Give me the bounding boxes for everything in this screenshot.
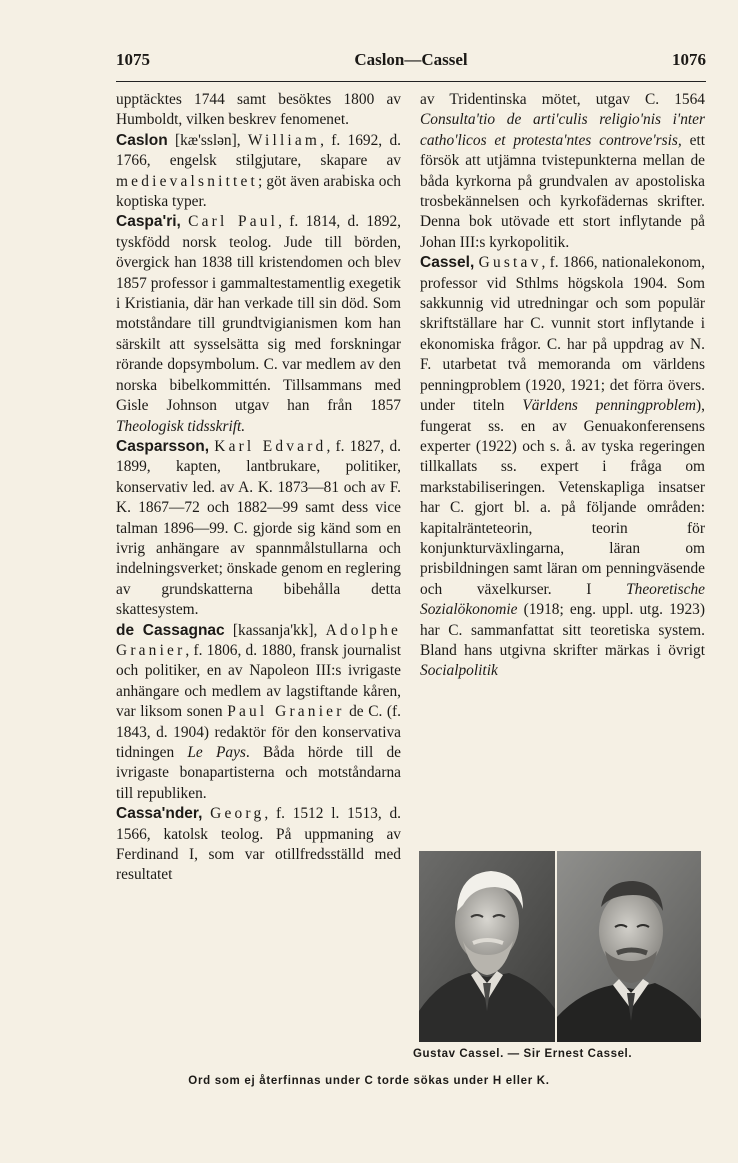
- entry-caslon: Caslon [kæ'sslən], William, f. 1692, d. 1766, engelsk stilgjutare, skapare av medievalsnittet; göt även arabiska och koptiska typer.: [116, 131, 401, 211]
- portrait-gustav-cassel: [419, 851, 555, 1042]
- headword: Casparsson,: [116, 437, 210, 455]
- right-column: [420, 90, 705, 682]
- entry-cassander-continued: av Tridentinska mötet, utgav C. 1564 Consulta'tio de arti'culis religio'nis i'nter catho'licos et protesta'ntes controve'rsis, ett försök att utjämna tvistepunkterna mellan de båda kyrkorna på grundvalen av apostoliska trosbekännelsen och kyrkofädernas skrifter. Denna bok utövade ett stort inflytande på Johan III:s kyrkopolitik.: [420, 91, 705, 251]
- headword: Cassel,: [420, 254, 475, 272]
- headword: Caspa'ri,: [116, 213, 181, 231]
- photo-caption: Gustav Cassel. — Sir Ernest Cassel.: [413, 1048, 633, 1060]
- header-rule: [116, 81, 706, 82]
- given-name: William: [247, 131, 321, 149]
- entry-de-cassagnac: de Cassagnac [kassanja'kk], Adolphe Granier, f. 1806, d. 1880, fransk journalist och politiker, en av Napoleon III:s ivrigaste anhängare och medlem av lagstiftande kåren, var liksom sonen Paul Granier de C. (f. 1843, d. 1904) redaktör för den konservativa tidningen Le Pays. Båda hörde till de ivrigaste bonapartisterna och motståndarna till republiken.: [116, 621, 401, 802]
- entry-cassel: Cassel, Gustav, f. 1866, nationalekonom, professor vid Sthlms högskola 1904. Som sakkunnig vid utredningar och som populär skriftställare har C. vunnit stort inflytande i ekonomiska frågor. C. har på uppdrag av N. F. utarbetat två memoranda om världens penningproblem (1920, 1921; det förra övers. under titeln Världens penningproblem), fungerat ss. en av Genuakonferensens experter (1922) och s. å. av tyska regeringen tillkallats ss. expert i fråga om markstabiliseringen. Vetenskapliga insatser har C. gjort bl. a. på följande områden: kapitalränteteorin, teorin för konjunkturväxlingarna, läran om prisbildningen samt läran om penningväsende och växelkurser. I Theoretische Sozialökonomie (1918; eng. uppl. utg. 1923) har C. sammanfattat sitt teoretiska system. Bland hans utgivna skrifter märkas i övrigt Socialpolitik: [420, 254, 705, 680]
- header-title: Caslon—Cassel: [354, 50, 468, 69]
- headword: Caslon: [116, 131, 168, 149]
- given-name: Karl Edvard: [214, 437, 327, 455]
- headword: de Cassagnac: [116, 621, 225, 639]
- running-header: [116, 50, 706, 74]
- page-number-right: 1076: [672, 50, 706, 69]
- page-number-left: 1075: [116, 50, 150, 69]
- page-footnote: Ord som ej återfinnas under C torde sökas under H eller K.: [188, 1075, 550, 1087]
- entry-cassander: Cassa'nder, Georg, f. 1512 l. 1513, d. 1566, katolsk teolog. På uppmaning av Ferdinand I, som var otillfredsställd med resultatet: [116, 805, 401, 884]
- portrait-photos: [419, 851, 701, 1042]
- entry-casparsson: Casparsson, Karl Edvard, f. 1827, d. 1899, kapten, lantbrukare, politiker, konservativ led. av A. K. 1873—81 och av F. K. 1867—72 och 1882—99 samt dess vice talman 1896—99. C. gjorde sig känd som en ivrig anhängare av spannmålstullarna och indelningsverket; önskade genom en reglering av grundskatterna bibehålla detta skattesystem.: [116, 437, 401, 619]
- headword: Cassa'nder,: [116, 805, 203, 823]
- entry-caspari: Caspa'ri, Carl Paul, f. 1814, d. 1892, tyskfödd norsk teolog. Jude till börden, övergick han 1838 till kristendomen och blev 1857 professor i gammaltestamentlig exegetik i Kristiania, där han verkade till sin död. Som motståndare till grundtvigianismen kom han särskilt att sysselsätta sig med forskningar rörande dopsymbolum. C. var medlem av den norska bibelkommittén. Tillsammans med Gisle Johnson utgav han från 1857 Theologisk tidsskrift.: [116, 213, 401, 435]
- given-name: Gustav: [478, 254, 542, 272]
- portrait-ernest-cassel: [557, 851, 701, 1042]
- given-name: Carl Paul: [188, 213, 279, 231]
- given-name: Georg: [210, 805, 265, 823]
- entry-continuation: upptäcktes 1744 samt besöktes 1800 av Humboldt, vilken beskrev fenomenet.: [116, 91, 401, 129]
- left-column: [116, 90, 401, 886]
- given-name: Adolphe Granier: [116, 621, 401, 659]
